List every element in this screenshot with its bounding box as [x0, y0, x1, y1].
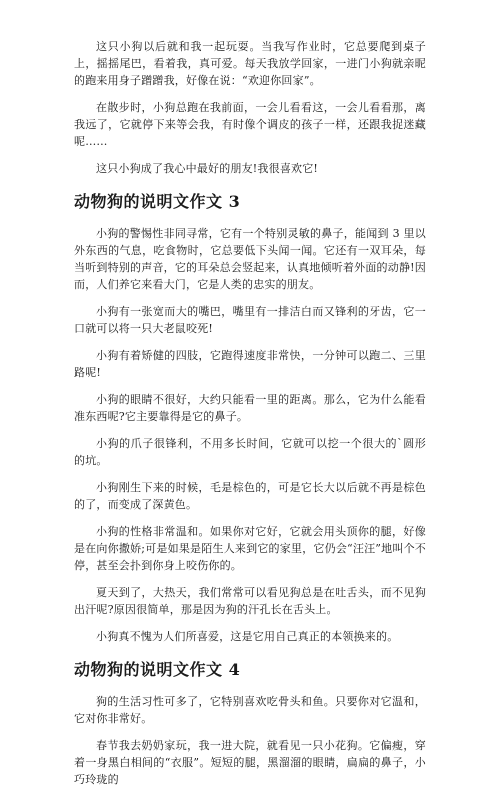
paragraph: 狗的生活习性可多了，它特别喜欢吃骨头和鱼。只要你对它温和，它对你非常好。 — [74, 695, 426, 725]
paragraph: 小狗真不愧为人们所喜爱，这是它用自己真正的本领换来的。 — [96, 630, 399, 643]
paragraph: 这只小狗以后就和我一起玩耍。当我写作业时，它总要爬到桌子上，摇摇尾巴，看着我，真可爱。每天我放学回家，一进门小狗就亲昵的跑来用身子蹭蹭我，好像在说：“欢迎你回家”。 — [74, 40, 426, 87]
paragraph: 夏天到了，大热天，我们常常可以看见狗总是在吐舌头，而不见狗出汗呢?原因很简单，那是因为狗的汗孔长在舌头上。 — [74, 586, 426, 616]
paragraph: 小狗的眼睛不很好，大约只能看一里的距离。那么，它为什么能看准东西呢?它主要靠得是它的鼻子。 — [74, 393, 426, 423]
section-heading: 动物狗的说明文作文 4 — [74, 660, 241, 679]
paragraph: 小狗刚生下来的时候，毛是棕色的，可是它长大以后就不再是棕色的了，而变成了深黄色。 — [74, 481, 426, 511]
paragraph: 春节我去奶奶家玩，我一进大院，就看见一只小花狗。它偏瘦，穿着一身黑白相间的“衣服”。短短的腿，黑溜溜的眼睛，扁扁的鼻子，小巧玲珑的 — [74, 739, 426, 786]
paragraph: 在散步时，小狗总跑在我前面，一会儿看看这，一会儿看看那，离我远了，它就停下来等会我，有时像个调皮的孩子一样，还跟我捉迷藏呢…… — [74, 101, 426, 148]
paragraph: 小狗的性格非常温和。如果你对它好，它就会用头顶你的腿，好像是在向你撒娇;可是如果是陌生人来到它的家里，它仍会“汪汪”地叫个不停，甚至会扑到你身上咬伤你的。 — [74, 525, 426, 572]
section-essay-4 — [74, 659, 426, 788]
paragraph: 小狗的警惕性非同寻常，它有一个特别灵敏的鼻子，能闻到 3 里以外东西的气息，吃食物时，它总要低下头闻一闻。它还有一双耳朵，每当听到特别的声音，它的耳朵总会竖起来，认真地倾听着外面的动静!因而，人们养它来看大门，它是人类的忠实的朋友。 — [74, 227, 426, 291]
paragraph: 小狗有一张宽而大的嘴巴，嘴里有一排洁白而又锋利的牙齿，它一口就可以将一只大老鼠咬死! — [74, 305, 426, 335]
section-intro — [74, 38, 426, 177]
section-heading: 动物狗的说明文作文 3 — [74, 192, 241, 211]
paragraph: 小狗有着矫健的四肢，它跑得速度非常快，一分钟可以跑二、三里路呢! — [74, 349, 426, 379]
section-essay-3 — [74, 191, 426, 645]
paragraph: 这只小狗成了我心中最好的朋友!我很喜欢它! — [96, 162, 319, 175]
paragraph: 小狗的爪子很锋利，不用多长时间，它就可以挖一个很大的`圆形的坑。 — [74, 437, 426, 467]
